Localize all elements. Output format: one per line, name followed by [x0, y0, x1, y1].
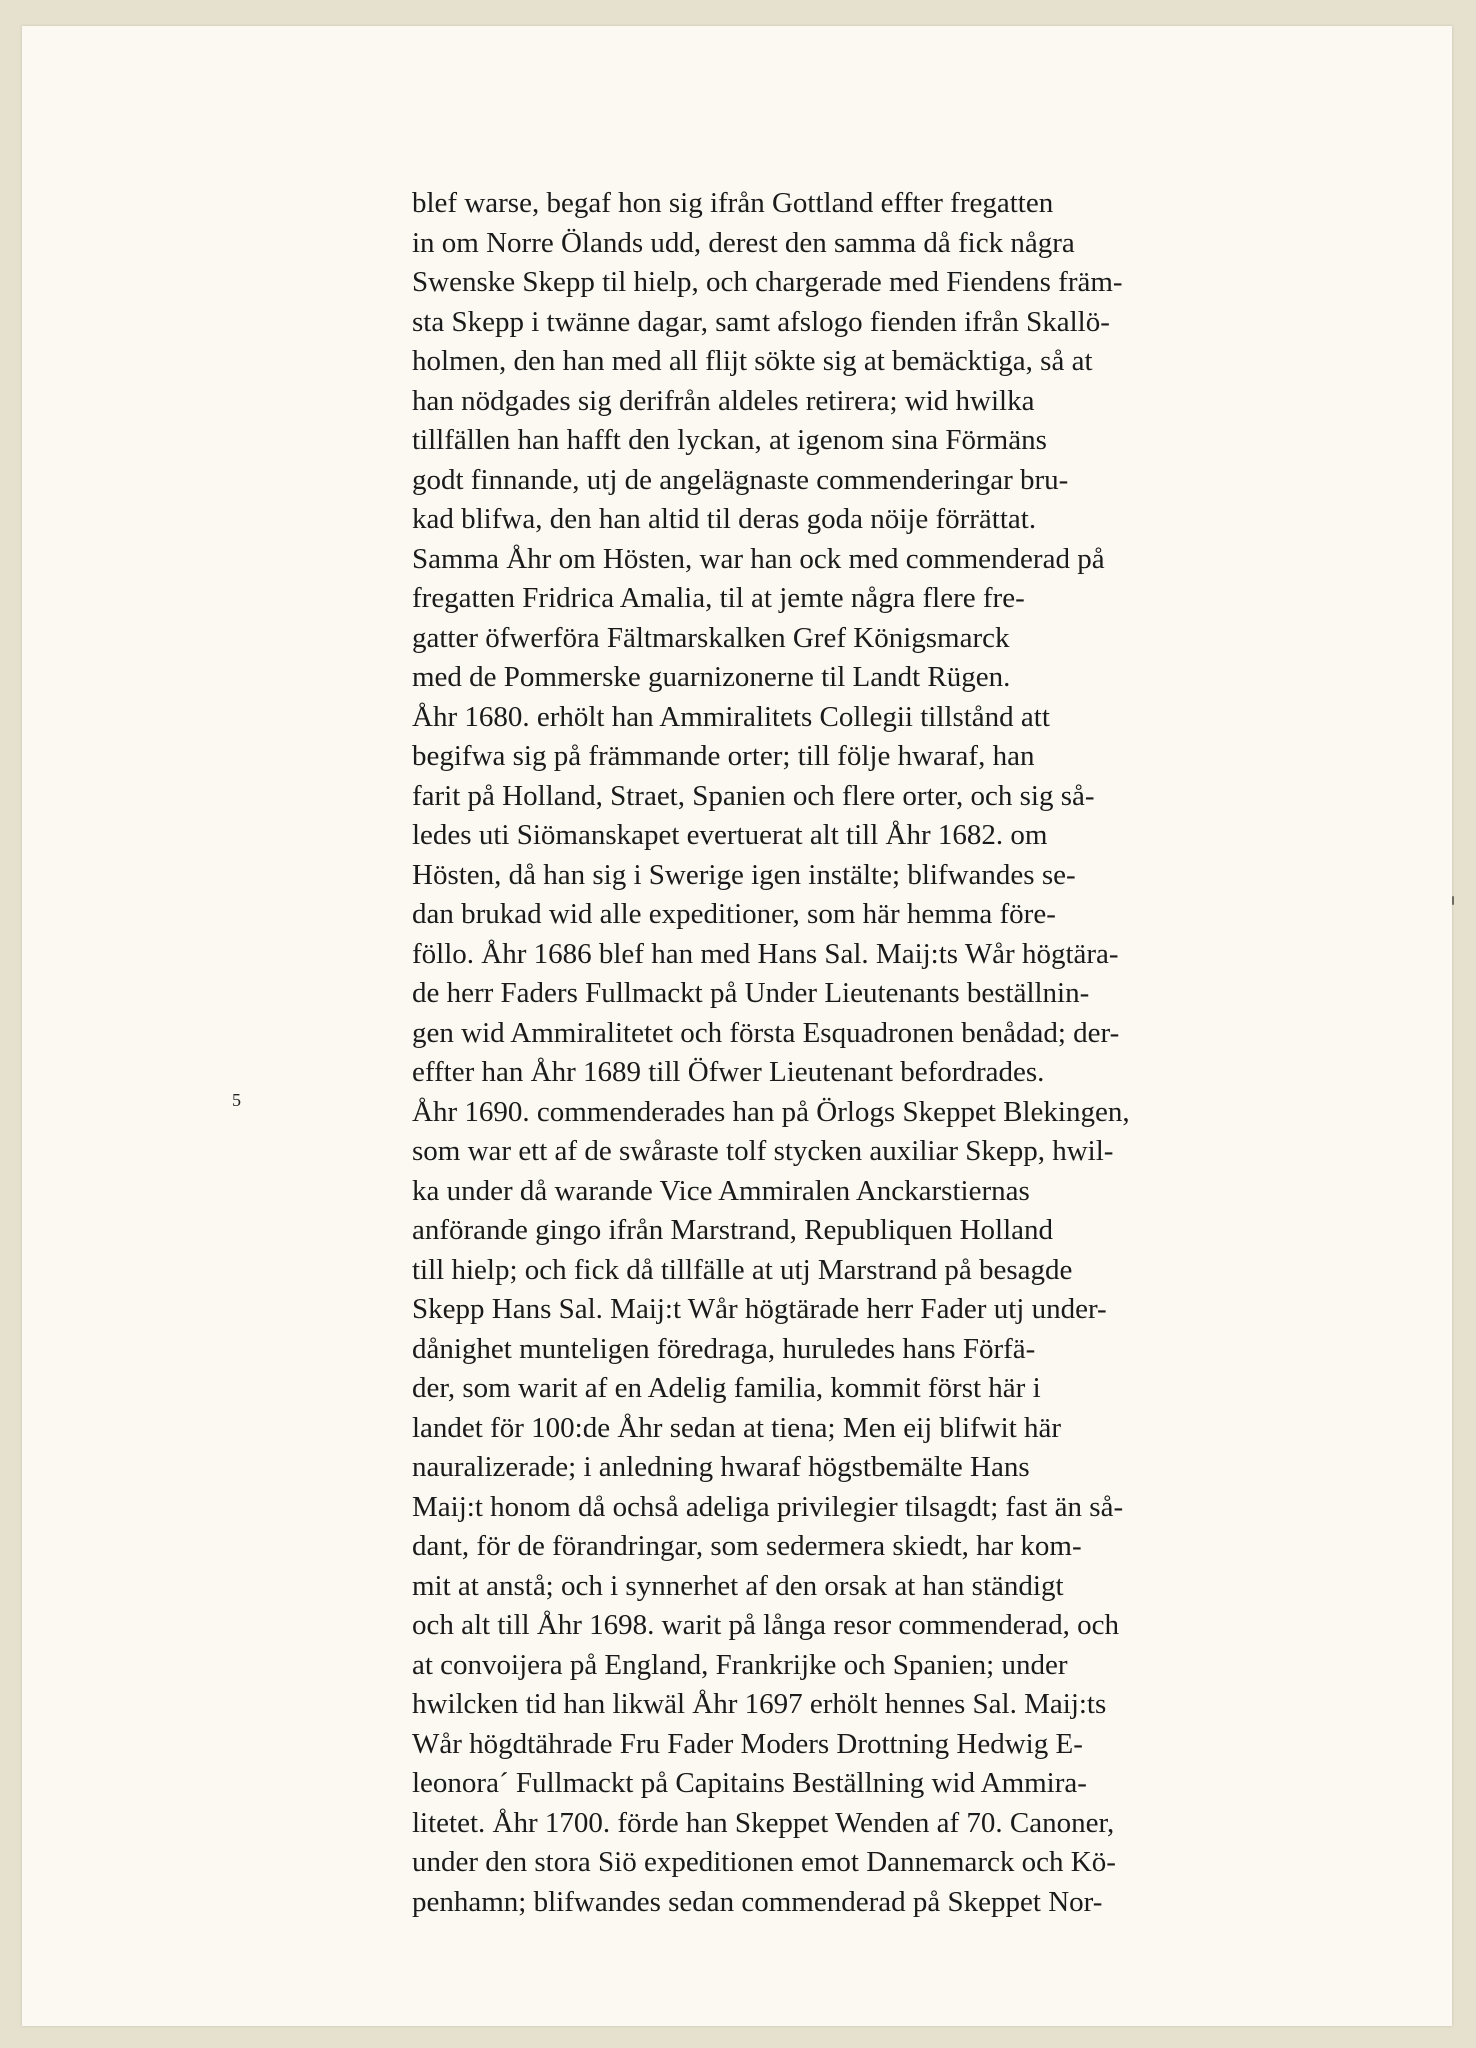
text-line: Swenske Skepp til hielp, och chargerade med Fiendens främ-: [412, 266, 1123, 298]
text-line: dånighet munteligen föredraga, huruledes hans Förfä-: [412, 1332, 1036, 1365]
text-line: litetet. Åhr 1700. förde han Skeppet Wenden af 70. Canoner,: [412, 1806, 1115, 1839]
text-line: landet för 100:de Åhr sedan at tiena; Men eij blifwit här: [412, 1411, 1062, 1444]
text-line: gen wid Ammiralitetet och första Esquadronen benådad; der-: [412, 1016, 1120, 1049]
text-line: leonora´ Fullmackt på Capitains Beställning wid Ammira-: [412, 1767, 1087, 1799]
document-page: [22, 26, 1452, 2026]
text-line: ka under då warande Vice Ammiralen Anckarstiernas: [412, 1174, 1030, 1207]
text-line: föllo. Åhr 1686 blef han med Hans Sal. Maij:ts Wår högtära-: [412, 937, 1119, 970]
text-line: han nödgades sig derifrån aldeles retirera; wid hwilka: [412, 384, 1035, 417]
margin-line-number: 5: [232, 1090, 241, 1110]
text-line: dant, för de förandringar, som sedermera skiedt, har kom-: [412, 1530, 1082, 1562]
text-line: penhamn; blifwandes sedan commenderad på Skeppet Nor-: [412, 1885, 1103, 1918]
text-line: Wår högdtährade Fru Fader Moders Drottning Hedwig E-: [412, 1727, 1083, 1760]
text-line: holmen, den han med all flijt sökte sig at bemäcktiga, så at: [412, 345, 1093, 377]
text-line: begifwa sig på främmande orter; till följe hwaraf, han: [412, 740, 1035, 772]
text-line: tillfällen han hafft den lyckan, at igenom sina Förmäns: [412, 424, 1047, 456]
text-line: dan brukad wid alle expeditioner, som här hemma före-: [412, 898, 1056, 930]
text-line: som war ett af de swåraste tolf stycken auxiliar Skepp, hwil-: [412, 1135, 1114, 1167]
text-line: Maij:t honom då ochså adeliga privilegier tilsagdt; fast än så-: [412, 1490, 1124, 1523]
text-line: farit på Holland, Straet, Spanien och flere orter, och sig så-: [412, 779, 1095, 812]
text-line: Åhr 1680. erhölt han Ammiralitets Collegii tillstånd att: [412, 700, 1050, 733]
text-line: under den stora Siö expeditionen emot Dannemarck och Kö-: [412, 1846, 1116, 1878]
text-line: mit at anstå; och i synnerhet af den orsak at han ständigt: [412, 1569, 1064, 1602]
text-line: effter han Åhr 1689 till Öfwer Lieutenant befordrades.: [412, 1056, 1045, 1088]
text-line: de herr Faders Fullmackt på Under Lieutenants beställnin-: [412, 977, 1090, 1009]
text-line: blef warse, begaf hon sig ifrån Gottland effter fregatten: [412, 187, 1054, 219]
text-line: Åhr 1690. commenderades han på Örlogs Skeppet Blekingen,: [412, 1095, 1130, 1128]
text-line: till hielp; och fick då tillfälle at utj Marstrand på besagde: [412, 1253, 1073, 1286]
text-line: godt finnande, utj de angelägnaste commenderingar bru-: [412, 463, 1069, 496]
text-line: Hösten, då han sig i Swerige igen instälte; blifwandes se-: [412, 858, 1076, 891]
text-line: in om Norre Ölands udd, derest den samma då fick några: [412, 226, 1075, 259]
text-line: kad blifwa, den han altid til deras goda nöije förrättat.: [412, 503, 1037, 535]
text-line: Skepp Hans Sal. Maij:t Wår högtärade herr Fader utj under-: [412, 1293, 1107, 1325]
text-line: sta Skepp i twänne dagar, samt afslogo fienden ifrån Skallö-: [412, 305, 1110, 338]
text-line: med de Pommerske guarnizonerne til Landt Rügen.: [412, 661, 1011, 693]
scan-speck: [1452, 896, 1454, 905]
text-line: gatter öfwerföra Fältmarskalken Gref Königsmarck: [412, 621, 1010, 654]
body-text: [412, 184, 1472, 1922]
text-line: och alt till Åhr 1698. warit på långa resor commenderad, och: [412, 1609, 1120, 1641]
text-line: hwilcken tid han likwäl Åhr 1697 erhölt hennes Sal. Maij:ts: [412, 1688, 1107, 1720]
text-line: at convoijera på England, Frankrijke och Spanien; under: [412, 1648, 1068, 1681]
text-line: nauralizerade; i anledning hwaraf högstbemälte Hans: [412, 1451, 1030, 1483]
text-line: fregatten Fridrica Amalia, til at jemte några flere fre-: [412, 582, 1025, 614]
text-line: anförande gingo ifrån Marstrand, Republiquen Holland: [412, 1214, 1054, 1246]
text-line: Samma Åhr om Hösten, war han ock med commenderad på: [412, 542, 1105, 575]
text-line: ledes uti Siömanskapet evertuerat alt till Åhr 1682. om: [412, 819, 1048, 851]
text-line: der, som warit af en Adelig familia, kommit först här i: [412, 1372, 1041, 1404]
